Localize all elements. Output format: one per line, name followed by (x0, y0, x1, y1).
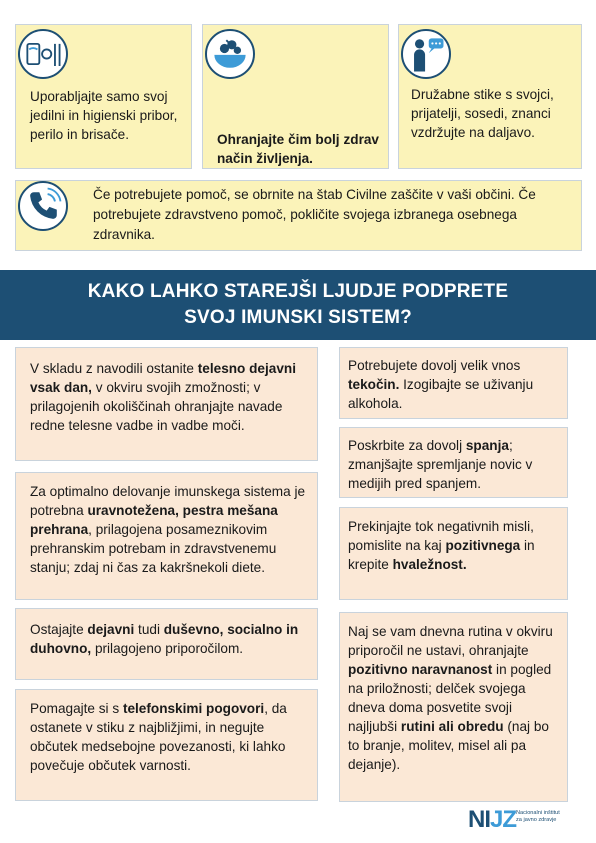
tip-card-mental-activity (15, 608, 318, 680)
logo-subtitle (516, 810, 586, 824)
tip-card-phone-calls (15, 689, 318, 801)
tip-text: Če potrebujete pomoč, se obrnite na štab Civilne zaščite v vaši občini. Če potrebujete zdravstveno pomoč, pokličite svojega izbranega osebnega zdravnika. (93, 187, 536, 242)
person-chat-icon (401, 29, 451, 79)
tip-highlight: pozitivnega (445, 538, 521, 553)
tip-text (30, 699, 312, 775)
tip-text-part: v okviru svojih zmožnosti; v prilagojenih okoliščinah ohranjajte navade redne telesne vadbe in vadbe moči. (30, 380, 283, 433)
tip-highlight: hvaležnost. (392, 557, 467, 572)
tip-highlight: rutini ali obredu (400, 719, 504, 734)
tip-text-part: in pogled na priložnosti; delček svojega dneva doma posvetite svoji najljubši (348, 662, 552, 734)
tip-text-part: Potrebujete dovolj velik vnos (348, 358, 521, 373)
tip-text-part: Pomagajte si s (30, 701, 123, 716)
tip-text: Ohranjajte čim bolj zdrav način življenja. (217, 132, 379, 166)
tip-highlight: tekočin. (348, 377, 400, 392)
tip-text-part: V skladu z navodili ostanite (30, 361, 198, 376)
tip-text (30, 359, 310, 435)
logo-line: za javno zdravje (516, 817, 557, 823)
tip-card-sleep (339, 427, 568, 498)
banner-line: KAKO LAHKO STAREJŠI LJUDJE PODPRETE (87, 281, 509, 302)
tip-highlight: telefonskimi pogovori (122, 701, 265, 716)
banner-line: SVOJ IMUNSKI SISTEM? (184, 307, 412, 328)
tip-text (30, 620, 310, 658)
tip-highlight: dejavni (87, 622, 135, 637)
tip-highlight: spanja (465, 438, 509, 453)
tip-text-part: Ostajajte (30, 622, 88, 637)
logo-mark-part: NI (468, 806, 490, 833)
tip-text-part: Poskrbite za dovolj (348, 438, 466, 453)
tip-text-part: in krepite (348, 538, 535, 572)
tip-highlight: duševno, socialno in duhovno, (30, 622, 299, 656)
tip-highlight: uravnotežena, pestra mešana prehrana (30, 503, 278, 537)
tip-text (348, 517, 562, 574)
tip-card-healthy-lifestyle (202, 24, 389, 169)
tip-text (348, 436, 562, 493)
tip-card-hygiene (15, 24, 192, 169)
tip-text: Družabne stike s svojci, prijatelji, sosedi, znanci vzdržujte na daljavo. (411, 87, 554, 140)
tip-highlight: pozitivno naravnanost (348, 662, 493, 677)
tip-text-part: ; zmanjšajte spremljanje novic v medijih pred spanjem. (348, 438, 533, 491)
healthy-food-bowl-icon (205, 29, 255, 79)
tip-card-daily-routine (339, 612, 568, 802)
tip-text-part: Naj se vam dnevna rutina v okviru priporočil ne ustavi, ohranjajte (348, 624, 553, 658)
logo-line: Nacionalni inštitut (516, 810, 560, 816)
tip-text-part: (naj bo to branje, molitev, misel ali pa dejanje). (348, 719, 549, 772)
tip-card-positive-thinking (339, 507, 568, 600)
tip-text-part: tudi (134, 622, 164, 637)
hygiene-utensils-icon (18, 29, 68, 79)
tip-text (348, 356, 562, 413)
tip-card-fluids (339, 347, 568, 419)
phone-call-icon (18, 181, 68, 231)
tip-card-nutrition (15, 472, 318, 600)
logo-mark-part: JZ (490, 806, 517, 833)
help-contact-card (15, 180, 582, 251)
tip-text (30, 482, 310, 577)
tip-text-part: Za optimalno delovanje imunskega sistema je potrebna (30, 484, 306, 518)
tip-card-physical-activity (15, 347, 318, 461)
tip-text (348, 622, 562, 774)
tip-text-part: , da ostanete v stiku z najbližjimi, in negujte občutek medsebojne povezanosti, ki lahko povečuje občutek varnosti. (30, 701, 287, 773)
logo-mark (468, 806, 516, 834)
section-banner (0, 270, 596, 340)
nijz-logo (468, 806, 578, 834)
tip-highlight: telesno dejavni vsak dan, (30, 361, 296, 395)
tip-text: Uporabljajte samo svoj jedilni in higienski pribor, perilo in brisače. (30, 89, 178, 142)
tip-text-part: , prilagojena posameznikovim prehranskim potrebam in zdravstvenemu stanju; zdaj ni čas za kakršnekoli diete. (30, 522, 277, 575)
tip-text-part: Izogibajte se uživanju alkohola. (348, 377, 534, 411)
tip-text-part: Prekinjajte tok negativnih misli, pomislite na kaj (348, 519, 534, 553)
tip-card-social-contact (398, 24, 582, 169)
tip-text-part: prilagojeno priporočilom. (91, 641, 244, 656)
